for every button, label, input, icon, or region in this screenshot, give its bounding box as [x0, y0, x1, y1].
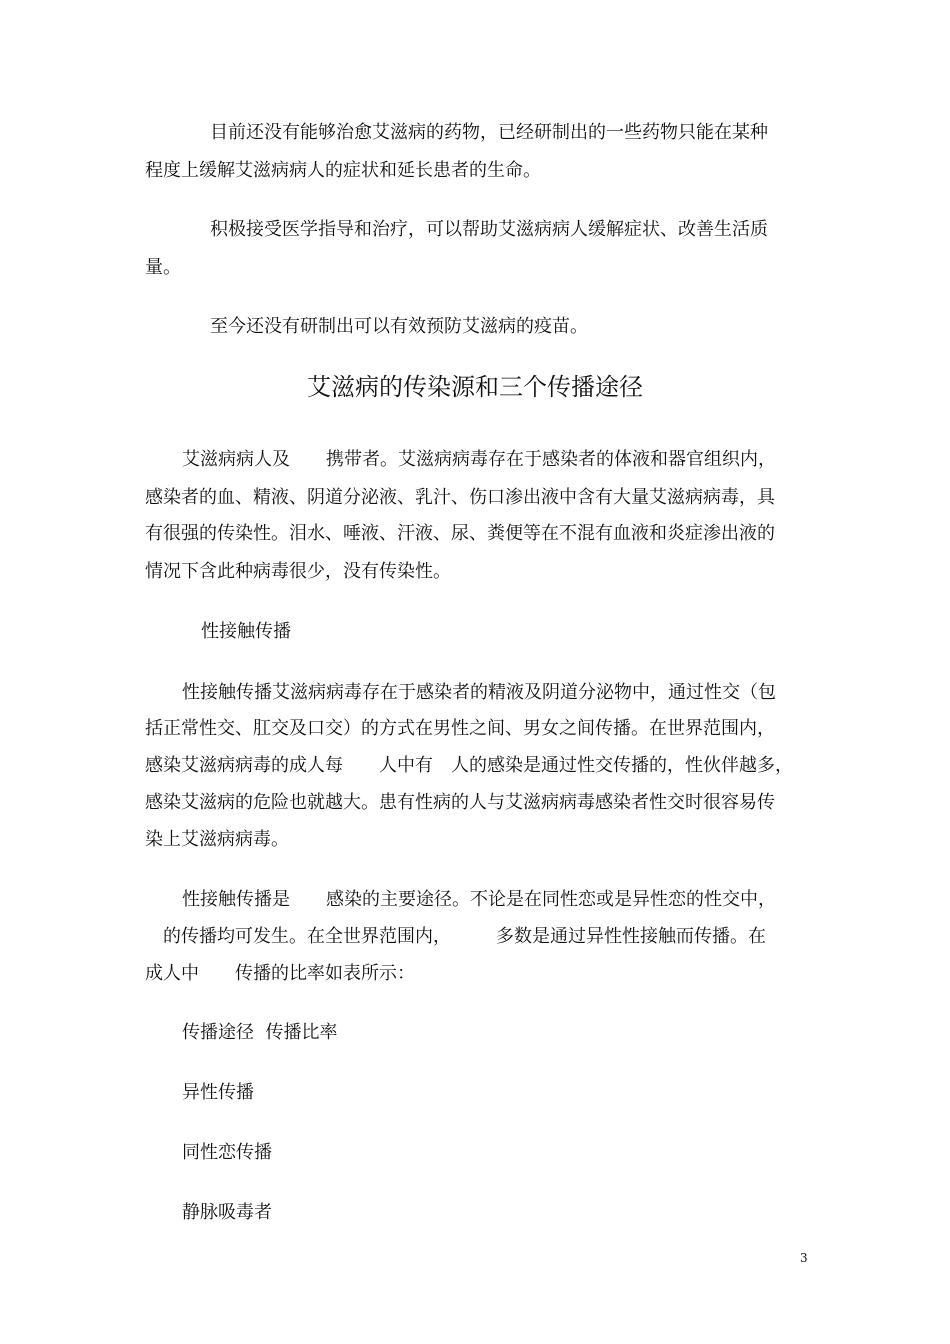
subheading: 性接触传播: [201, 621, 291, 642]
paragraph-line: 目前还没有能够治愈艾滋病的药物，已经研制出的一些药物只能在某种: [210, 122, 768, 143]
section-heading: 艾滋病的传染源和三个传播途径: [307, 373, 643, 401]
table-row: 异性传播: [182, 1082, 254, 1103]
paragraph-line: 性接触传播是 感染的主要途径。不论是在同性恋或是异性恋的性交中，: [182, 889, 776, 910]
paragraph-line: 感染者的血、精液、阴道分泌液、乳汁、伤口渗出液中含有大量艾滋病病毒，具: [145, 487, 775, 508]
paragraph-line: 括正常性交、肛交及口交）的方式在男性之间、男女之间传播。在世界范围内，: [145, 718, 775, 739]
paragraph-line: 积极接受医学指导和治疗，可以帮助艾滋病病人缓解症状、改善生活质: [210, 219, 768, 240]
table-header: 传播途径 传播比率: [182, 1022, 338, 1043]
paragraph-line: 性接触传播艾滋病病毒存在于感染者的精液及阴道分泌物中，通过性交（包: [182, 682, 776, 703]
paragraph-line: 至今还没有研制出可以有效预防艾滋病的疫苗。: [210, 316, 588, 337]
table-row: 同性恋传播: [182, 1142, 272, 1163]
paragraph-line: 成人中 传播的比率如表所示：: [145, 963, 415, 984]
page-number: 3: [800, 1251, 808, 1265]
paragraph-line: 染上艾滋病病毒。: [145, 829, 289, 850]
paragraph-line: 程度上缓解艾滋病病人的症状和延长患者的生命。: [145, 160, 541, 181]
paragraph-line: 有很强的传染性。泪水、唾液、汗液、尿、粪便等在不混有血液和炎症渗出液的: [145, 523, 775, 544]
paragraph-line: 感染艾滋病病毒的成人每 人中有 人的感染是通过性交传播的，性伙伴越多，: [145, 755, 793, 776]
paragraph-line: 感染艾滋病的危险也就越大。患有性病的人与艾滋病病毒感染者性交时很容易传: [145, 792, 775, 813]
paragraph-line: 情况下含此种病毒很少，没有传染性。: [145, 561, 451, 582]
paragraph-line: 艾滋病病人及 携带者。艾滋病病毒存在于感染者的体液和器官组织内，: [182, 449, 776, 470]
table-row: 静脉吸毒者: [182, 1202, 272, 1223]
paragraph-line: 的传播均可发生。在全世界范围内， 多数是通过异性性接触而传播。在: [145, 926, 766, 947]
paragraph-line: 量。: [145, 257, 181, 278]
